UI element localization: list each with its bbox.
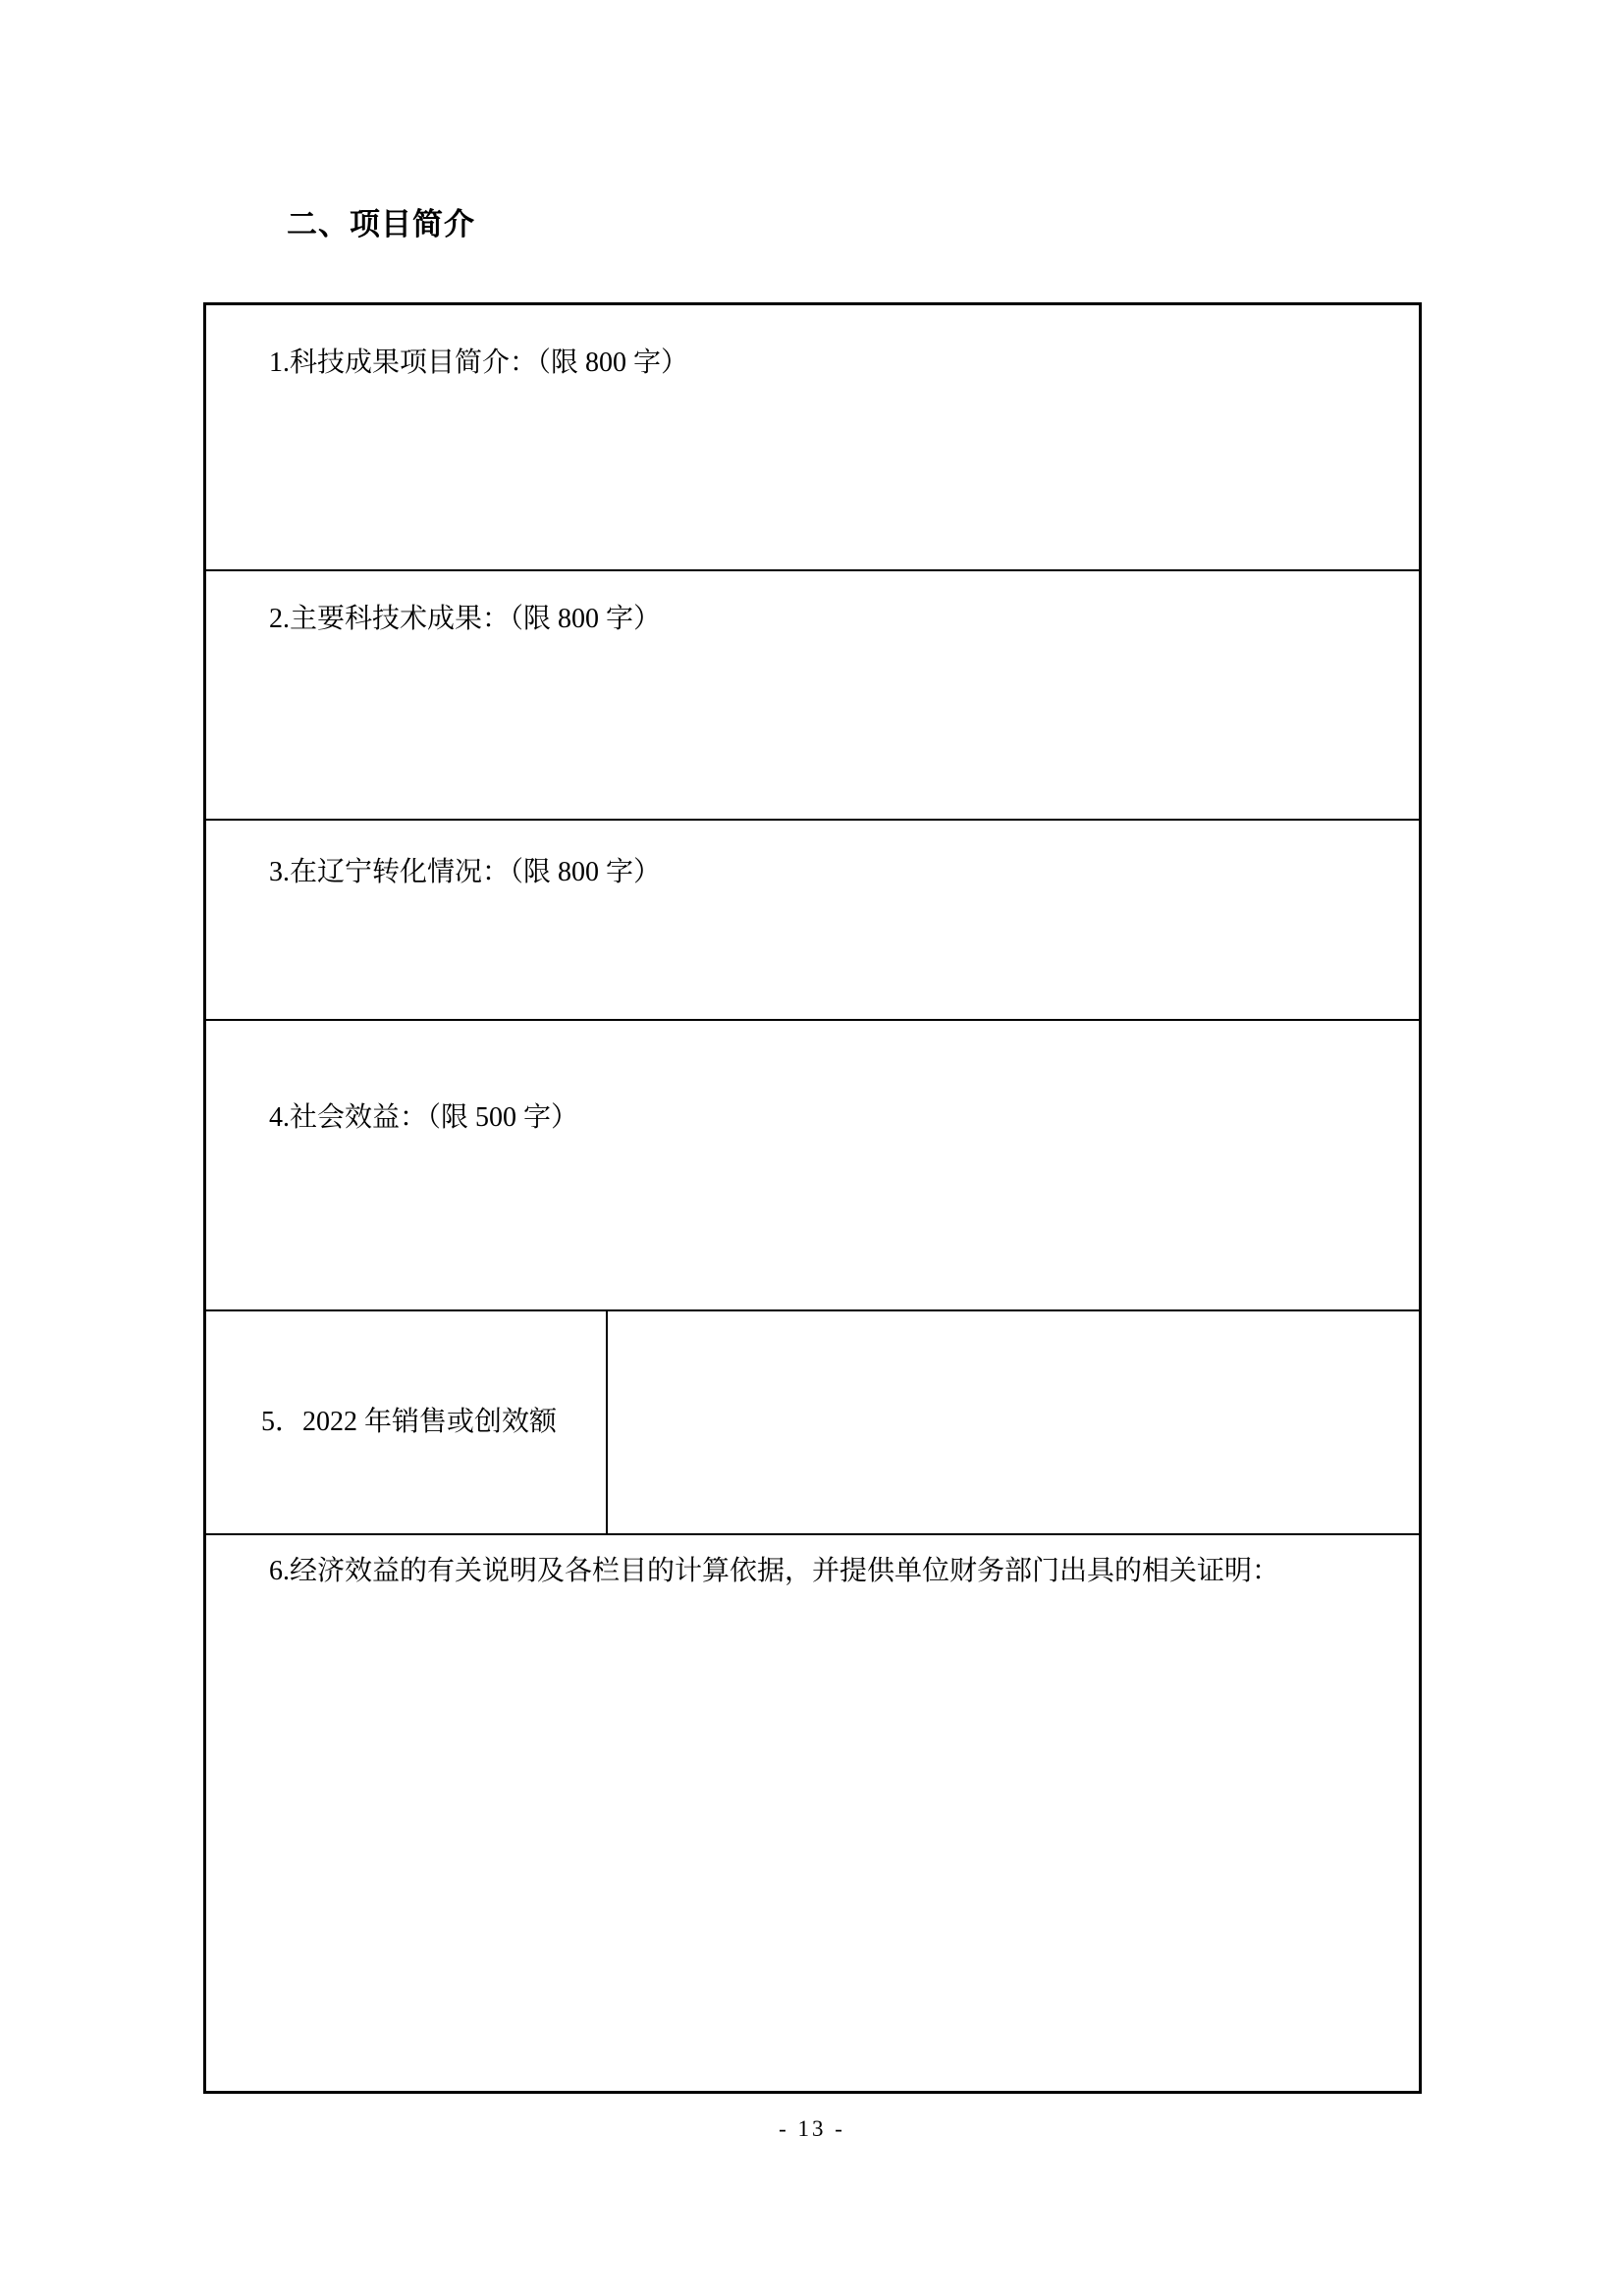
page-title: 二、项目简介 — [287, 207, 475, 241]
field-label-economic-benefit-explanation: 6.经济效益的有关说明及各栏目的计算依据，并提供单位财务部门出具的相关证明： — [269, 1556, 1280, 1586]
field-label-2022-sales: 5．2022 年销售或创效额 — [261, 1407, 558, 1437]
form-row-main-sci-tech-results — [206, 571, 1419, 821]
form-row-tech-achievement-intro — [206, 305, 1419, 571]
field-label-tech-achievement-intro: 1.科技成果项目简介：（限 800 字） — [269, 347, 689, 378]
field-entry-area-tech-achievement-intro — [206, 394, 1419, 569]
form-row-economic-benefit-explanation — [206, 1535, 1419, 2091]
field-entry-area-social-benefit — [206, 1148, 1419, 1309]
form-row-social-benefit — [206, 1021, 1419, 1311]
field-entry-area-liaoning-transformation — [206, 903, 1419, 1019]
form-row-liaoning-transformation — [206, 821, 1419, 1021]
form-row-2022-sales — [206, 1311, 1419, 1535]
project-summary-table — [203, 302, 1422, 2094]
field-entry-area-main-sci-tech-results — [206, 650, 1419, 819]
page-number: - 13 - — [779, 2116, 845, 2141]
field-label-liaoning-transformation: 3.在辽宁转化情况：（限 800 字） — [269, 857, 662, 887]
field-label-cell-2022-sales — [206, 1311, 608, 1533]
field-label-social-benefit: 4.社会效益：（限 500 字） — [269, 1102, 579, 1133]
field-entry-area-economic-benefit-explanation — [206, 1604, 1419, 2091]
field-label-main-sci-tech-results: 2.主要科技术成果：（限 800 字） — [269, 604, 662, 634]
field-value-cell-2022-sales — [608, 1311, 1419, 1533]
